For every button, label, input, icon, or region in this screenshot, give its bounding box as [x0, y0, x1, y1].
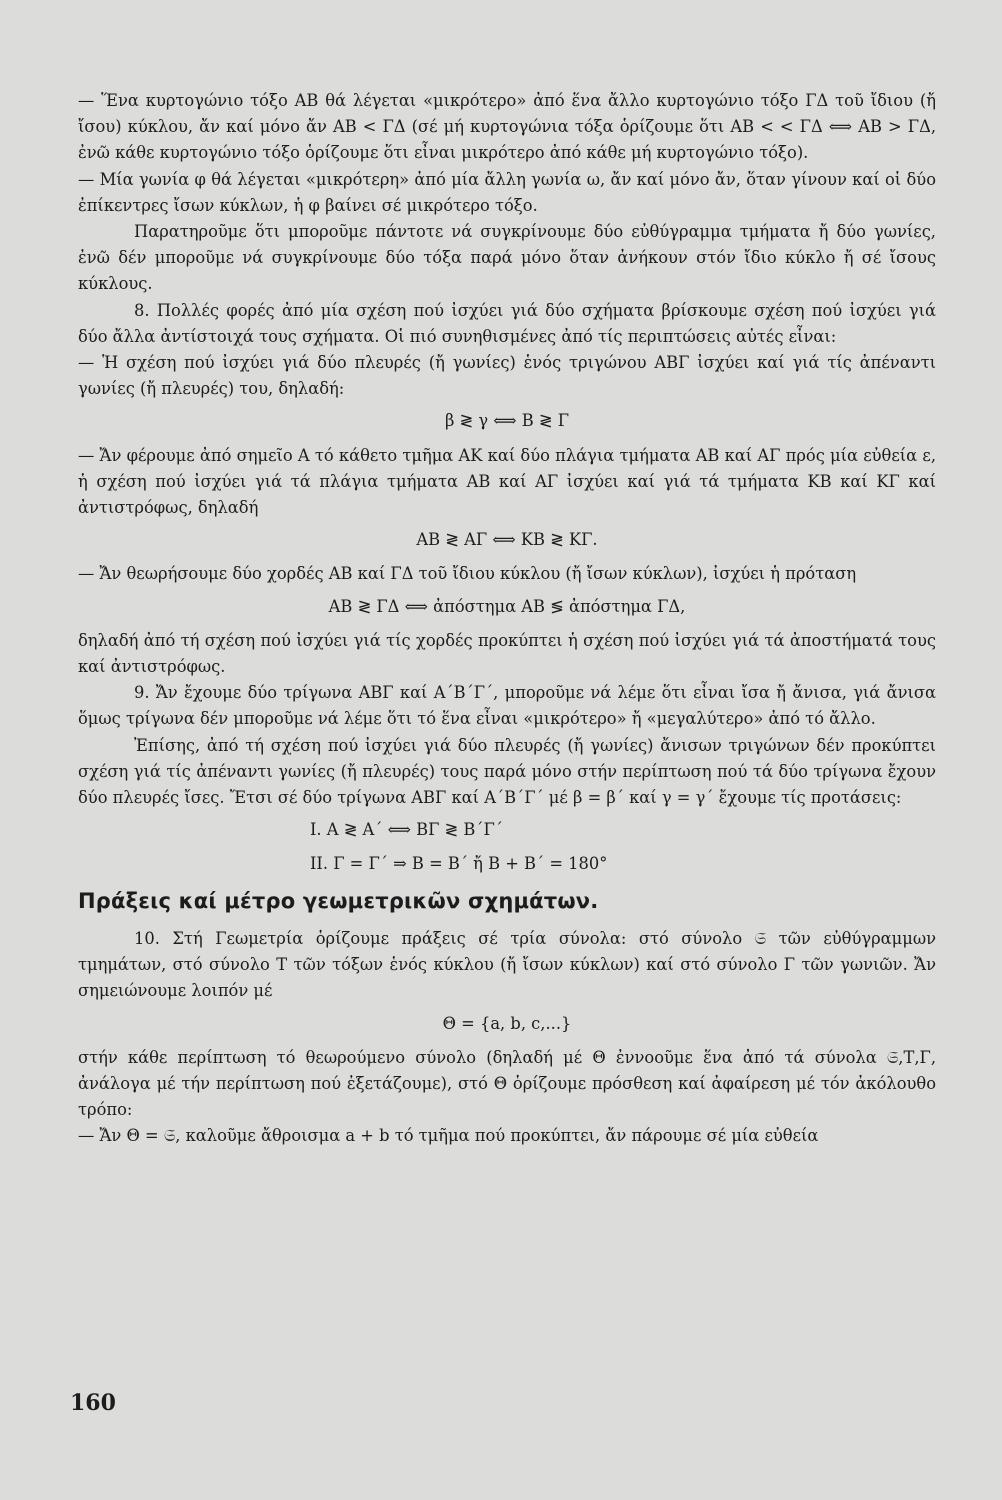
paragraph-section-8: 8. Πολλές φορές ἀπό μία σχέση πού ἰσχύει γιά δύο σχήματα βρίσκουμε σχέση πού ἰσχύει γιά δύο ἄλλα ἀντίστοιχά τους σχήματα. Οἱ πιό συνηθισμένες ἀπό τίς περιπτώσεις αὐτές εἶναι:: [78, 300, 936, 346]
paragraph-chords: — Ἄν θεωρήσουμε δύο χορδές ΑΒ καί ΓΔ τοῦ ἴδιου κύκλου (ἤ ἴσων κύκλων), ἰσχύει ἡ πρόταση: [78, 564, 857, 584]
equation-proposition-1: I. Α ≷ Α΄ ⟺ ΒΓ ≷ Β΄Γ΄: [310, 820, 503, 840]
equation-triangle: β ≷ γ ⟺ Β ≷ Γ: [444, 411, 570, 431]
equation-chords: ΑΒ ≷ ΓΔ ⟺ ἀπόστημα ΑΒ ≶ ἀπόστημα ΓΔ,: [328, 596, 686, 616]
paragraph-section-9: 9. Ἄν ἔχουμε δύο τρίγωνα ΑΒΓ καί Α΄Β΄Γ΄, μποροῦμε νά λέμε ὅτι εἶναι ἴσα ἤ ἄνισα, γιά ἄνισα ὅμως τρίγωνα δέν μποροῦμε νά λέμε ὅτι τό ἕνα εἶναι «μικρότερο» ἤ «μεγαλύτερο» ἀπό τό ἄλλο.: [78, 683, 936, 729]
equation-set-theta: Θ = {a, b, c,...}: [442, 1013, 572, 1033]
paragraph-perpendicular: — Ἄν φέρουμε ἀπό σημεῖο Α τό κάθετο τμῆμα ΑΚ καί δύο πλάγια τμήματα ΑΒ καί ΑΓ πρός μία εὐθεία ε, ἡ σχέση πού ἰσχύει γιά τά πλάγια τμήματα ΑΒ καί ΑΓ ἰσχύει καί γιά τά τμήματα ΚΒ καί ΚΓ καί ἀντιστρόφως, δηλαδή: [78, 445, 936, 518]
equation-segments: ΑΒ ≷ ΑΓ ⟺ ΚΒ ≷ ΚΓ.: [416, 530, 598, 550]
paragraph-observation: Παρατηροῦμε ὅτι μποροῦμε πάντοτε νά συγκρίνουμε δύο εὐθύγραμμα τμήματα ἤ δύο γωνίες, ἐνῶ δέν μποροῦμε νά συγκρίνουμε δύο τόξα παρά μόνο ὅταν ἀνήκουν στόν ἴδιο κύκλο ἤ σέ ἴσους κύκλους.: [78, 222, 936, 294]
section-heading: Πράξεις καί μέτρο γεωμετρικῶν σχημάτων.: [78, 888, 599, 913]
paragraph-operations: στήν κάθε περίπτωση τό θεωρούμενο σύνολο (δηλαδή μέ Θ ἐννοοῦμε ἕνα ἀπό τά σύνολα 𝔖,Τ,Γ, ἀνάλογα μέ τήν περίπτωση πού ἐξετάζουμε), στό Θ ὁρίζουμε πρόσθεση καί ἀφαίρεση μέ τόν ἀκόλουθο τρόπο:: [78, 1047, 936, 1120]
page-body: [78, 88, 936, 1150]
page-number: 160: [70, 1390, 116, 1416]
paragraph-section-10: 10. Στή Γεωμετρία ὁρίζουμε πράξεις σέ τρία σύνολα: στό σύνολο 𝔖 τῶν εὐθύγραμμων τμημάτων, στό σύνολο Τ τῶν τόξων ἑνός κύκλου (ἤ ἴσων κύκλων) καί στό σύνολο Γ τῶν γωνιῶν. Ἄν σημειώνουμε λοιπόν μέ: [78, 928, 936, 1001]
equation-proposition-2: II. Γ = Γ΄ ⇒ Β = Β΄ ἤ Β + Β΄ = 180°: [310, 854, 608, 874]
paragraph-angle-comparison: — Μία γωνία φ θά λέγεται «μικρότερη» ἀπό μία ἄλλη γωνία ω, ἄν καί μόνο ἄν, ὅταν γίνουν καί οἱ δύο ἐπίκεντρες ἴσων κύκλων, ἡ φ βαίνει σέ μικρότερο τόξο.: [78, 169, 936, 215]
paragraph-unequal-triangles: Ἐπίσης, ἀπό τή σχέση πού ἰσχύει γιά δύο πλευρές (ἤ γωνίες) ἄνισων τριγώνων δέν προκύπτει σχέση γιά τίς ἀπέναντι γωνίες (ἤ πλευρές) τους παρά μόνο στήν περίπτωση πού τά δύο τρίγωνα ἔχουν δύο πλευρές ἴσες. Ἔτσι σέ δύο τρίγωνα ΑΒΓ καί Α΄Β΄Γ΄ μέ β = β΄ καί γ = γ΄ ἔχουμε τίς προτάσεις:: [78, 735, 936, 808]
paragraph-sum-definition: — Ἄν Θ = 𝔖, καλοῦμε ἄθροισμα a + b τό τμῆμα πού προκύπτει, ἄν πάρουμε σέ μία εὐθεία: [78, 1126, 819, 1146]
paragraph-arc-comparison: — Ἕνα κυρτογώνιο τόξο ΑΒ θά λέγεται «μικρότερο» ἀπό ἕνα ἄλλο κυρτογώνιο τόξο ΓΔ τοῦ ἴδιου (ἤ ἴσου) κύκλου, ἄν καί μόνο ἄν ΑΒ < ΓΔ (σέ μή κυρτογώνια τόξα ὁρίζουμε ὅτι ΑΒ < < ΓΔ ⟺ ΑΒ > ΓΔ, ἐνῶ κάθε κυρτογώνιο τόξο ὁρίζουμε ὅτι εἶναι μικρότερο ἀπό κάθε μή κυρτογώνιο τόξο).: [78, 91, 936, 163]
paragraph-triangle-relation: — Ἡ σχέση πού ἰσχύει γιά δύο πλευρές (ἤ γωνίες) ἑνός τριγώνου ΑΒΓ ἰσχύει καί γιά τίς ἀπέναντι γωνίες (ἤ πλευρές) του, δηλαδή:: [78, 353, 936, 399]
paragraph-apothems: δηλαδή ἀπό τή σχέση πού ἰσχύει γιά τίς χορδές προκύπτει ἡ σχέση πού ἰσχύει γιά τά ἀποστήματά τους καί ἀντιστρόφως.: [78, 630, 936, 677]
